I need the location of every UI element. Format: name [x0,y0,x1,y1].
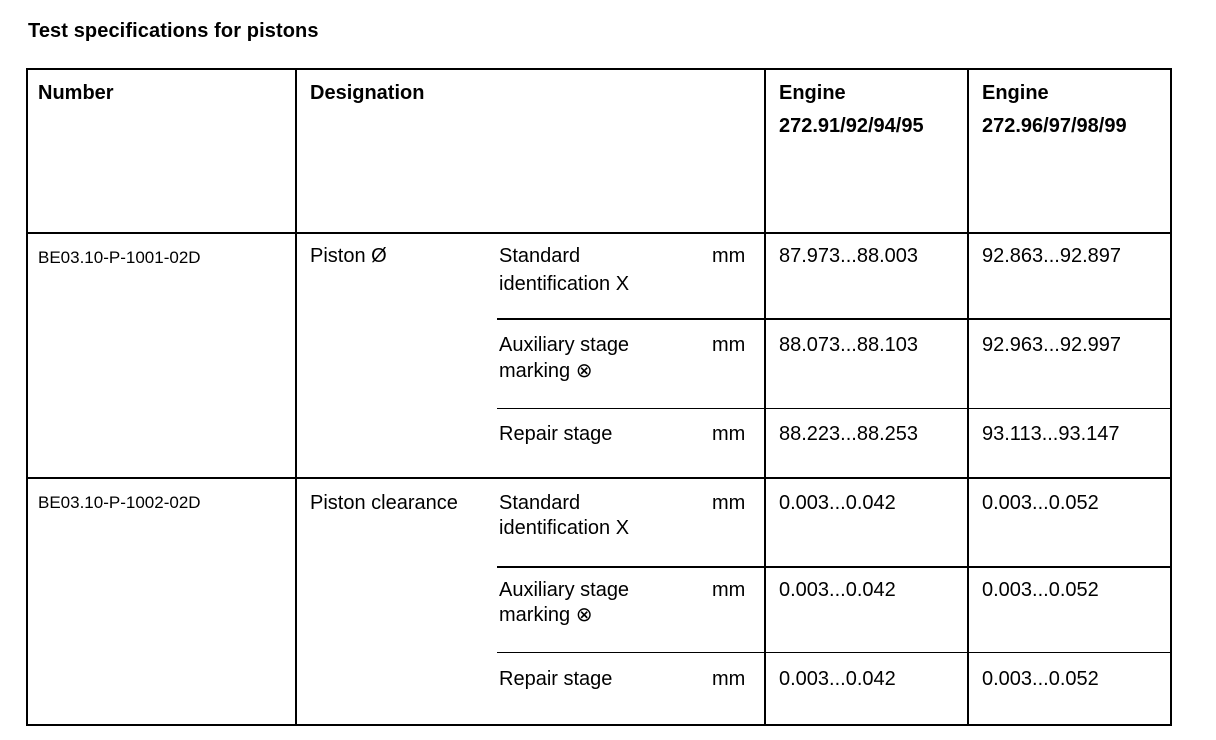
unit: mm [712,579,746,601]
stage-label: Standard [499,245,581,267]
row-divider [497,652,1170,653]
column-divider [967,70,969,725]
value-engine-a: 0.003...0.042 [779,492,896,514]
column-divider [295,70,297,725]
unit: mm [712,423,746,445]
value-engine-b: 93.113...93.147 [982,423,1120,445]
row-divider [497,318,1170,320]
spec-table [26,68,1172,726]
value-engine-a: 0.003...0.042 [779,668,896,690]
designation: Piston clearance [310,492,458,514]
unit: mm [712,668,746,690]
unit: mm [712,492,746,514]
stage-label-line2: identification X [499,273,630,295]
unit: mm [712,334,746,356]
page-title: Test specifications for pistons [28,20,319,42]
value-engine-b: 0.003...0.052 [982,492,1099,514]
row-divider [28,232,1170,234]
header-engine-a-label: Engine [779,82,846,104]
value-engine-b: 92.963...92.997 [982,334,1122,356]
row-divider [497,408,1170,409]
stage-label: Auxiliary stage [499,579,630,601]
designation: Piston Ø [310,245,387,267]
value-engine-a: 88.073...88.103 [779,334,919,356]
row-divider [497,566,1170,568]
header-designation: Designation [310,82,425,104]
value-engine-b: 92.863...92.897 [982,245,1122,267]
header-engine-a-models: 272.91/92/94/95 [779,115,924,137]
value-engine-a: 87.973...88.003 [779,245,919,267]
stage-label-line2: marking ⊗ [499,360,593,382]
value-engine-b: 0.003...0.052 [982,579,1099,601]
value-engine-b: 0.003...0.052 [982,668,1099,690]
header-number: Number [38,82,114,104]
test-number: BE03.10-P-1001-02D [38,248,201,267]
unit: mm [712,245,746,267]
header-engine-b-label: Engine [982,82,1049,104]
stage-label: Repair stage [499,668,613,690]
stage-label: Repair stage [499,423,613,445]
test-number: BE03.10-P-1002-02D [38,493,201,512]
column-divider [764,70,766,725]
row-divider [28,477,1170,479]
value-engine-a: 88.223...88.253 [779,423,919,445]
stage-label: Standard [499,492,581,514]
stage-label-line2: identification X [499,517,630,539]
stage-label-line2: marking ⊗ [499,604,593,626]
value-engine-a: 0.003...0.042 [779,579,896,601]
header-engine-b-models: 272.96/97/98/99 [982,115,1127,137]
stage-label: Auxiliary stage [499,334,630,356]
